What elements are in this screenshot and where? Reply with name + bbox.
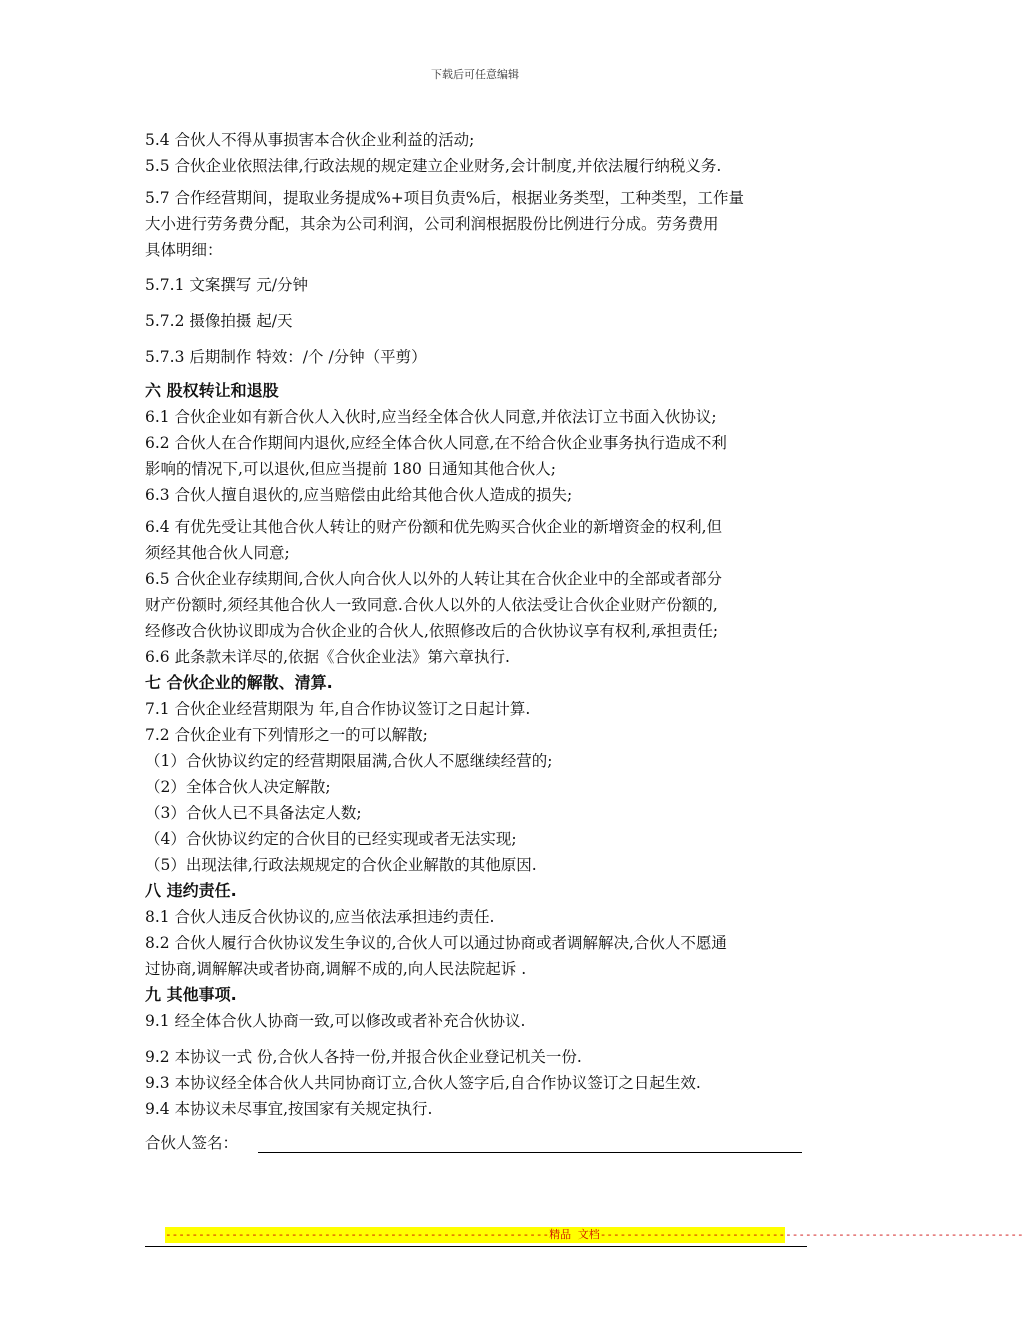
signature-line [258, 1152, 802, 1153]
section-heading: 七 合伙企业的解散、清算. [145, 673, 333, 692]
header-note: 下载后可任意编辑 [431, 68, 519, 81]
paragraph-line: 具体明细： [145, 241, 223, 259]
paragraph-line: 5.7 合作经营期间，提取业务提成%+项目负责%后，根据业务类型，工种类型，工作量 [145, 189, 745, 207]
paragraph-line: （3）合伙人已不具备法定人数; [145, 804, 362, 822]
paragraph-line: 5.5 合伙企业依照法律,行政法规的规定建立企业财务,会计制度,并依法履行纳税义务. [145, 157, 722, 175]
paragraph-line: 7.1 合伙企业经营期限为 年,自合作协议签订之日起计算. [145, 700, 531, 718]
section-heading: 八 违约责任. [145, 881, 237, 900]
paragraph-line: 5.7.2 摄像拍摄 起/天 [145, 312, 293, 330]
footer-rule [145, 1246, 807, 1247]
paragraph-line: 财产份额时,须经其他合伙人一致同意.合伙人以外的人依法受让合伙企业财产份额的, [145, 596, 718, 614]
section-heading: 六 股权转让和退股 [145, 381, 279, 400]
paragraph-line: 9.3 本协议经全体合伙人共同协商订立,合伙人签字后,自合作协议签订之日起生效. [145, 1074, 701, 1092]
paragraph-line: 经修改合伙协议即成为合伙企业的合伙人,依照修改后的合伙协议享有权利,承担责任; [145, 622, 719, 640]
paragraph-line: （4）合伙协议约定的合伙目的已经实现或者无法实现; [145, 830, 517, 848]
footer-banner: ----------------------------------------------------------精品 文档---------------------------------------------------------------- [165, 1228, 1024, 1241]
paragraph-line: 9.2 本协议一式 份,合伙人各持一份,并报合伙企业登记机关一份. [145, 1048, 582, 1066]
paragraph-line: 6.2 合伙人在合作期间内退伙,应经全体合伙人同意,在不给合伙企业事务执行造成不利 [145, 434, 727, 452]
paragraph-line: 6.1 合伙企业如有新合伙人入伙时,应当经全体合伙人同意,并依法订立书面入伙协议; [145, 408, 717, 426]
paragraph-line: 5.7.3 后期制作 特效：/个 /分钟（平剪） [145, 348, 427, 366]
paragraph-line: 5.7.1 文案撰写 元/分钟 [145, 276, 309, 294]
paragraph-line: （5）出现法律,行政法规规定的合伙企业解散的其他原因. [145, 856, 537, 874]
paragraph-line: 6.3 合伙人擅自退伙的,应当赔偿由此给其他合伙人造成的损失; [145, 486, 573, 504]
paragraph-line: （2）全体合伙人决定解散; [145, 778, 331, 796]
paragraph-line: 6.4 有优先受让其他合伙人转让的财产份额和优先购买合伙企业的新增资金的权利,但 [145, 518, 723, 536]
paragraph-line: 7.2 合伙企业有下列情形之一的可以解散; [145, 726, 428, 744]
paragraph-line: 9.1 经全体合伙人协商一致,可以修改或者补充合伙协议. [145, 1012, 526, 1030]
paragraph-line: 8.2 合伙人履行合伙协议发生争议的,合伙人可以通过协商或者调解解决,合伙人不愿通 [145, 934, 727, 952]
paragraph-line: 大小进行劳务费分配，其余为公司利润，公司利润根据股份比例进行分成。劳务费用 [145, 215, 719, 233]
paragraph-line: 须经其他合伙人同意; [145, 544, 290, 562]
paragraph-line: 8.1 合伙人违反合伙协议的,应当依法承担违约责任. [145, 908, 495, 926]
paragraph-line: （1）合伙协议约定的经营期限届满,合伙人不愿继续经营的; [145, 752, 553, 770]
signature-label: 合伙人签名： [145, 1134, 239, 1152]
paragraph-line: 6.6 此条款未详尽的,依据《合伙企业法》第六章执行. [145, 648, 510, 666]
paragraph-line: 9.4 本协议未尽事宜,按国家有关规定执行. [145, 1100, 433, 1118]
paragraph-line: 6.5 合伙企业存续期间,合伙人向合伙人以外的人转让其在合伙企业中的全部或者部分 [145, 570, 723, 588]
paragraph-line: 5.4 合伙人不得从事损害本合伙企业利益的活动; [145, 131, 475, 149]
paragraph-line: 过协商,调解解决或者协商,调解不成的,向人民法院起诉 . [145, 960, 527, 978]
paragraph-line: 影响的情况下,可以退伙,但应当提前 180 日通知其他合伙人; [145, 460, 557, 478]
section-heading: 九 其他事项. [145, 985, 237, 1004]
